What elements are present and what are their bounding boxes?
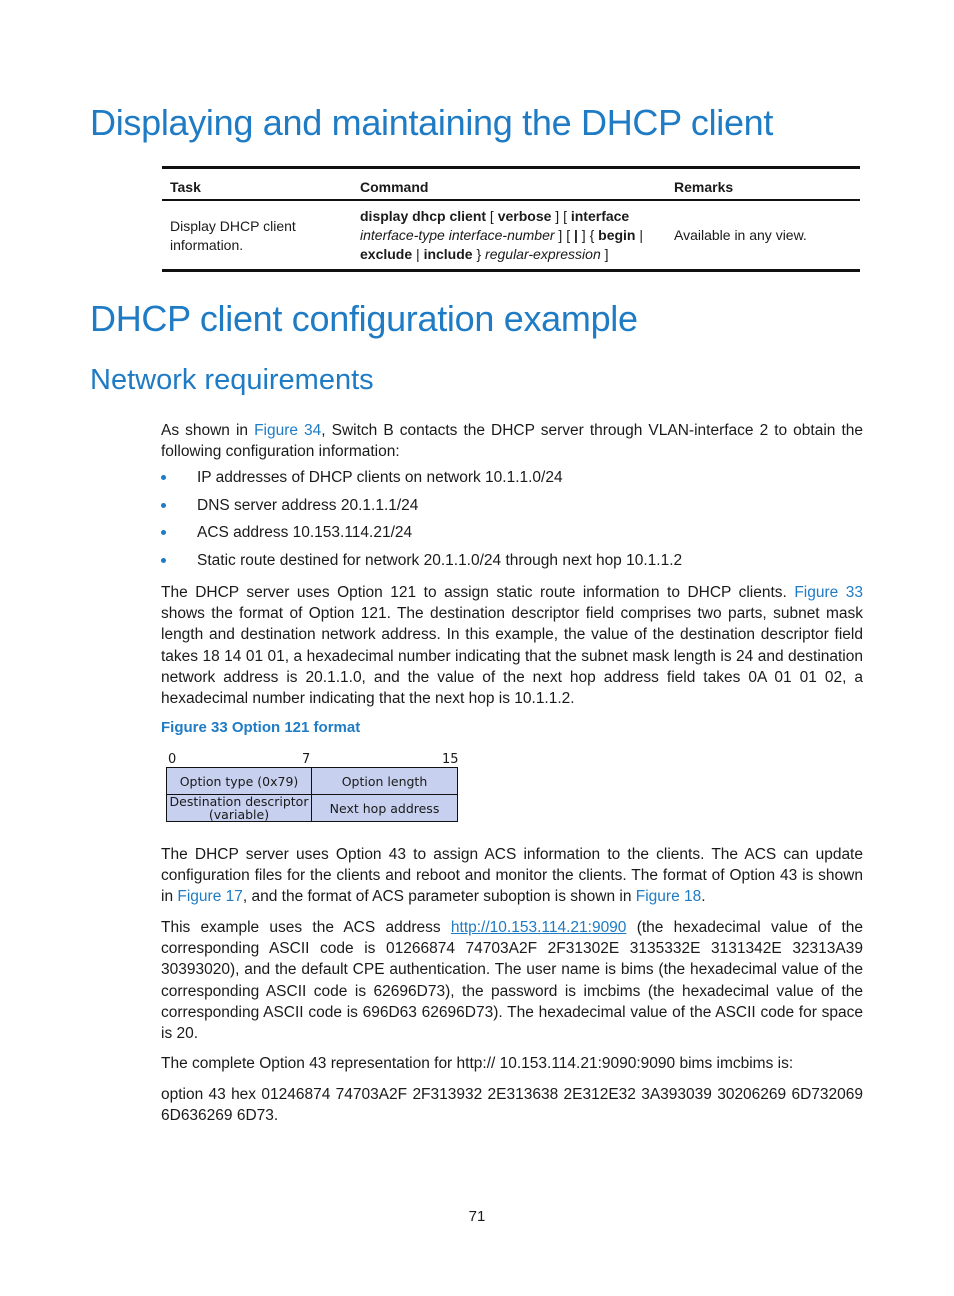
cmd-part: | [574, 227, 578, 243]
page-number: 71 [468, 1208, 486, 1225]
list-item-text: ACS address 10.153.114.21/24 [197, 524, 413, 542]
table-cell-command [352, 200, 666, 271]
table-header-task: Task [162, 168, 352, 201]
paragraph-option43-command: option 43 hex 01246874 74703A2F 2F313932 2E313638 2E312E32 3A393039 30206269 6D732069 6D636269 6D73. [161, 1086, 863, 1125]
figure-33-caption: Figure 33 Option 121 format [161, 719, 361, 736]
table-row [162, 200, 860, 271]
paragraph-option121 [161, 582, 863, 709]
option-type-field: Option type (0x79) [166, 767, 312, 795]
option-length-field: Option length [311, 767, 458, 795]
cmd-part: } [472, 246, 486, 262]
bullet-icon [161, 503, 166, 508]
option-121-format-figure [166, 752, 458, 824]
paragraph-option43 [161, 844, 863, 908]
list-item-text: DNS server address 20.1.1.1/24 [197, 496, 419, 514]
text-run: The DHCP server uses Option 43 to assign ACS information to the clients. The ACS can update configuration files for the clients and reboot and monitor the clients. The format of Option 43 is shown in [161, 846, 863, 906]
heading-config-example: DHCP client configuration example [90, 298, 638, 339]
figure-17-link[interactable]: Figure 17 [177, 888, 243, 906]
bit-tick-label: 0 [168, 752, 177, 767]
table-header-command: Command [352, 168, 666, 201]
text-run: (the hexadecimal value of the corresponding ASCII code is 01266874 74703A2F 2F31302E 3135332E 3131342E 32313A39 30393020), and the default CPE authentication. The user name is bims (the hexadecimal value of the corresponding ASCII code is 62696D73), the password is imcbims (the hexadecimal value of the corresponding ASCII code is 696D63 62696D73). The hexadecimal value of the ASCII code for space is 20. [161, 919, 864, 1043]
requirements-list [161, 467, 861, 577]
cmd-part: ] [600, 246, 609, 262]
text-run: This example uses the ACS address [161, 919, 451, 936]
next-hop-address-field: Next hop address [311, 794, 458, 822]
list-item [161, 467, 861, 495]
cmd-part: ] [ [554, 227, 574, 243]
cmd-part: ] { [577, 227, 599, 243]
bullet-icon [161, 530, 166, 535]
heading-network-requirements: Network requirements [90, 364, 374, 396]
cmd-part: | [412, 246, 424, 262]
text-run: . [701, 888, 706, 906]
paragraph-option43-representation: The complete Option 43 representation for http:// 10.153.114.21:9090:9090 bims imcbims is: [161, 1055, 794, 1072]
text-run: shows the format of Option 121. The destination descriptor field comprises two parts, subnet mask length and destination network address. In this example, the value of the destination descriptor field takes 18 14 01 01, a hexadecimal number indicating that the subnet mask length is 24 and destination network address is 20.1.1.0, and the value of the next hop address field takes 0A 01 01 02, a hexadecimal number indicating that the next hop is 10.1.1.2. [161, 605, 863, 708]
text-run: The DHCP server uses Option 121 to assign static route information to DHCP clients. [161, 584, 795, 601]
command-table [162, 166, 860, 272]
cmd-part: display dhcp client [360, 208, 487, 224]
list-item [161, 550, 861, 578]
figure-34-link[interactable]: Figure 34 [254, 422, 322, 439]
field-label: (variable) [208, 807, 270, 822]
table-header-remarks: Remarks [666, 168, 860, 201]
field-label: Destination descriptor [169, 794, 309, 809]
table-cell-remarks: Available in any view. [666, 200, 860, 271]
cmd-part: [ [486, 208, 498, 224]
figure-18-link[interactable]: Figure 18 [635, 888, 702, 906]
text-run: , and the format of ACS parameter suboption is shown in [242, 888, 636, 906]
bullet-icon [161, 475, 166, 480]
bit-tick-label: 7 [302, 752, 311, 767]
cmd-part: include [423, 246, 473, 262]
cmd-part: | [635, 227, 644, 243]
cmd-part: interface-type interface-number [360, 227, 555, 243]
cmd-part: exclude [360, 246, 413, 262]
text-run: , Switch B contacts the DHCP server through VLAN-interface 2 to obtain the following configuration information: [161, 422, 863, 461]
acs-url-link[interactable]: http://10.153.114.21:9090 [450, 919, 627, 936]
list-item [161, 495, 861, 523]
bit-tick-label: 15 [442, 752, 459, 767]
text-run: As shown in [161, 422, 255, 439]
destination-descriptor-field [166, 794, 312, 822]
cmd-part: verbose [497, 208, 552, 224]
cmd-part: regular-expression [485, 246, 601, 262]
cmd-part: ] [ [551, 208, 571, 224]
heading-displaying-maintaining: Displaying and maintaining the DHCP client [90, 102, 774, 143]
list-item-text: IP addresses of DHCP clients on network 10.1.1.0/24 [197, 469, 563, 486]
paragraph-intro [161, 420, 863, 462]
list-item [161, 522, 861, 550]
table-cell-task: Display DHCP client information. [162, 200, 352, 271]
paragraph-acs-address [161, 917, 863, 1044]
bullet-icon [161, 558, 166, 563]
table-header-row [162, 168, 860, 201]
list-item-text: Static route destined for network 20.1.1.0/24 through next hop 10.1.1.2 [197, 551, 683, 569]
cmd-part: interface [570, 208, 630, 224]
cmd-part: begin [598, 227, 636, 243]
figure-33-link[interactable]: Figure 33 [794, 584, 863, 601]
